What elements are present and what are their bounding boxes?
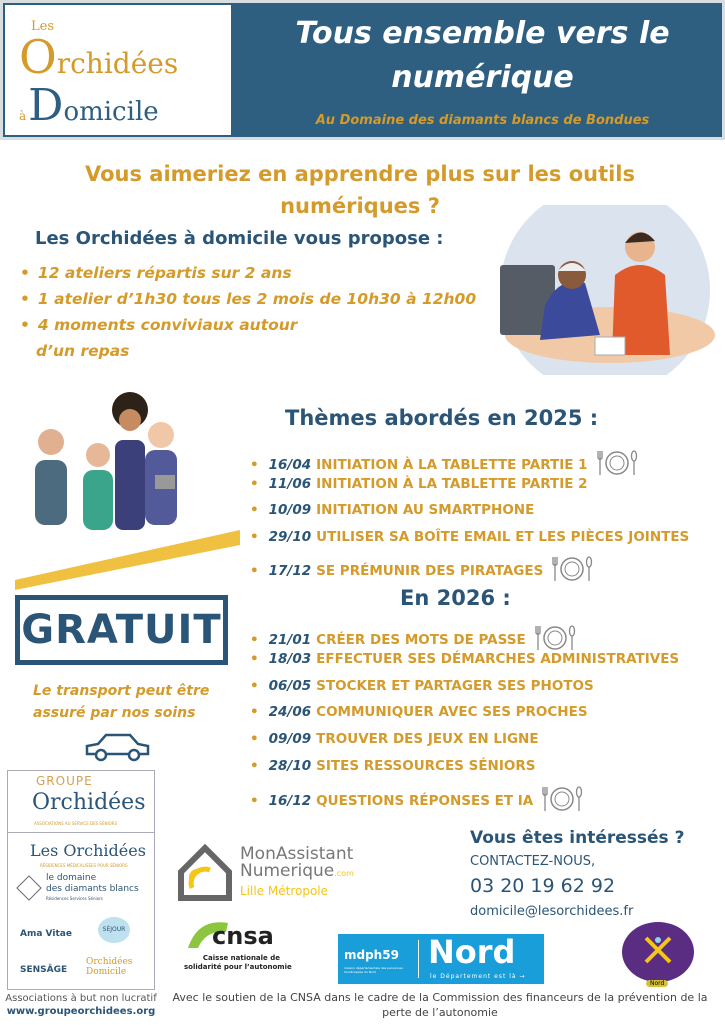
logo-text: omicile (63, 97, 159, 127)
logo-text: mdph59 (344, 948, 399, 962)
association-note (5, 992, 157, 1018)
theme-item (250, 704, 588, 720)
logo-text: le Département est là → (430, 973, 526, 980)
orchidees-domicile-small-logo: Orchidées Domicile (86, 957, 133, 977)
logo-text: Numerique (240, 861, 335, 881)
theme-item (250, 476, 588, 492)
car-icon (84, 730, 152, 763)
theme-date: 11/06 (268, 475, 312, 492)
bullet-item: • 4 moments conviviaux autour (20, 316, 297, 334)
themes-2026-title: En 2026 : (400, 586, 511, 610)
free-badge: GRATUIT (15, 595, 228, 665)
intro-propose: Les Orchidées à domicile vous propose : (35, 228, 444, 249)
bullet-dot: • (250, 632, 259, 648)
theme-date: 21/01 (268, 632, 312, 648)
bullet-dot: • (250, 457, 259, 473)
bullet-dot: • (250, 792, 259, 809)
logo-text: Les (31, 19, 54, 34)
sejour-logo: SÉJOUR (98, 917, 130, 943)
themes-2025-title: Thèmes abordés en 2025 : (285, 406, 599, 430)
logo-letter: O (19, 30, 57, 84)
theme-date: 09/09 (268, 731, 312, 748)
bullet-dot: • (250, 731, 259, 748)
logo-text: MonAssistant (240, 844, 354, 864)
cnsa-logo (184, 918, 292, 976)
logo-text: ASSOCIATIONS AU SERVICE DES SÉNIORS (34, 821, 118, 826)
logo-text: solidarité pour l’autonomie (184, 963, 292, 971)
theme-date: 17/12 (268, 563, 312, 579)
theme-item (250, 678, 594, 694)
theme-label: QUESTIONS RÉPONSES ET IA (316, 792, 534, 809)
bullet-dot: • (250, 563, 259, 579)
logo-text: à (19, 109, 27, 123)
theme-date: 06/05 (268, 677, 312, 694)
email-address[interactable]: domicile@lesorchidees.fr (470, 904, 634, 919)
theme-label: CRÉER DES MOTS DE PASSE (316, 632, 526, 648)
bullet-dot: • (250, 758, 259, 774)
meal-icon (596, 449, 638, 481)
diamond-icon (16, 875, 41, 900)
bullet-item: • 12 ateliers répartis sur 2 ans (20, 264, 292, 282)
intro-question: Vous aimeriez en apprendre plus sur les outils numériques ? (84, 162, 636, 218)
theme-label: INITIATION À LA TABLETTE PARTIE 2 (316, 475, 588, 492)
page-title: Tous ensemble vers le numérique (295, 16, 670, 95)
theme-item (250, 731, 539, 747)
bullet-dot: • (250, 475, 259, 492)
logo-text: le domaine (46, 873, 97, 883)
theme-label: EFFECTUER SES DÉMARCHES ADMINISTRATIVES (316, 650, 680, 667)
les-orchidees-logo: Les Orchidées (30, 841, 146, 860)
bullet-dot: • (250, 677, 259, 694)
theme-date: 10/09 (268, 502, 312, 518)
mdph-nord-logo (338, 934, 544, 984)
theme-label: INITIATION AU SMARTPHONE (316, 502, 535, 518)
commission-financeurs-logo (622, 922, 694, 994)
partners-logos-box (7, 770, 155, 990)
contact-subtitle: CONTACTEZ-NOUS, (470, 854, 596, 869)
home-wifi-icon (176, 844, 234, 902)
logo-text: rchidées (56, 47, 179, 80)
theme-date: 16/12 (268, 792, 312, 809)
bullet-dot: • (250, 502, 259, 518)
bullet-dot: • (250, 528, 259, 545)
theme-label: TROUVER DES JEUX EN LIGNE (316, 731, 539, 748)
logo-text: Caisse nationale de (202, 954, 280, 962)
bullet-dot: • (250, 650, 259, 667)
theme-item (250, 651, 679, 667)
theme-date: 28/10 (268, 758, 312, 774)
theme-item (250, 502, 534, 518)
logo-letter: D (28, 80, 64, 131)
seniors-group-illustration (15, 380, 240, 590)
groupe-orchidees-logo (8, 771, 154, 833)
page-subtitle: Au Domaine des diamants blancs de Bondues (315, 113, 650, 128)
theme-item (250, 785, 583, 817)
logo-text: Résidences Services Séniors (46, 896, 103, 901)
contact-title: Vous êtes intéressés ? (470, 828, 685, 848)
theme-label: UTILISER SA BOÎTE EMAIL ET LES PIÈCES JOINTES (316, 528, 690, 545)
people-cross-icon (642, 934, 674, 966)
theme-item (250, 555, 593, 587)
meal-icon (541, 785, 583, 817)
logo-text: des diamants blancs (46, 884, 139, 894)
meal-icon (551, 555, 593, 587)
theme-label: SE PRÉMUNIR DES PIRATAGES (316, 563, 544, 579)
logo-text: Nord (428, 933, 516, 971)
theme-date: 24/06 (268, 704, 312, 721)
bullet-continuation: d’un repas (36, 342, 130, 360)
support-statement: Avec le soutien de la CNSA dans le cadre de la Commission des financeurs de la prévention de la perte de l’autonomie (172, 991, 708, 1019)
theme-date: 18/03 (268, 650, 312, 667)
logo-text: Nord (646, 980, 668, 987)
theme-item (250, 758, 535, 774)
logo-text: .com (334, 869, 354, 878)
theme-label: INITIATION À LA TABLETTE PARTIE 1 (316, 457, 588, 473)
logo-text: GROUPE (36, 774, 93, 788)
computer-lesson-illustration (500, 205, 720, 375)
website-link[interactable]: www.groupeorchidees.org (6, 1006, 156, 1017)
monassistant-logo (176, 842, 376, 922)
assoc-text: Associations à but non lucratif (5, 993, 157, 1004)
logo-text: maison départementale des personnes handicapées du Nord (344, 966, 403, 974)
theme-label: STOCKER ET PARTAGER SES PHOTOS (316, 677, 594, 694)
amavitae-logo: Ama Vitae (20, 929, 72, 939)
logo-text: cnsa (212, 922, 274, 950)
theme-date: 16/04 (268, 457, 312, 473)
transport-note: Le transport peut être assuré par nos soins (33, 683, 210, 721)
bullet-dot: • (250, 704, 259, 721)
logo-text: RÉSIDENCES MÉDICALISÉES POUR SÉNIORS (40, 863, 128, 868)
bullet-item: • 1 atelier d’1h30 tous les 2 mois de 10h30 à 12h00 (20, 290, 476, 308)
logo-text: Orchidées (32, 790, 146, 815)
domaine-logo (46, 873, 139, 902)
theme-label: SITES RESSOURCES SÉNIORS (316, 758, 536, 774)
theme-date: 29/10 (268, 528, 312, 545)
theme-label: COMMUNIQUER AVEC SES PROCHES (316, 704, 588, 721)
orchidees-domicile-logo (5, 5, 231, 135)
logo-text: Lille Métropole (240, 884, 329, 898)
sensage-logo: SENSÂGE (20, 965, 68, 975)
theme-item (250, 529, 689, 545)
phone-number[interactable]: 03 20 19 62 92 (470, 875, 616, 897)
